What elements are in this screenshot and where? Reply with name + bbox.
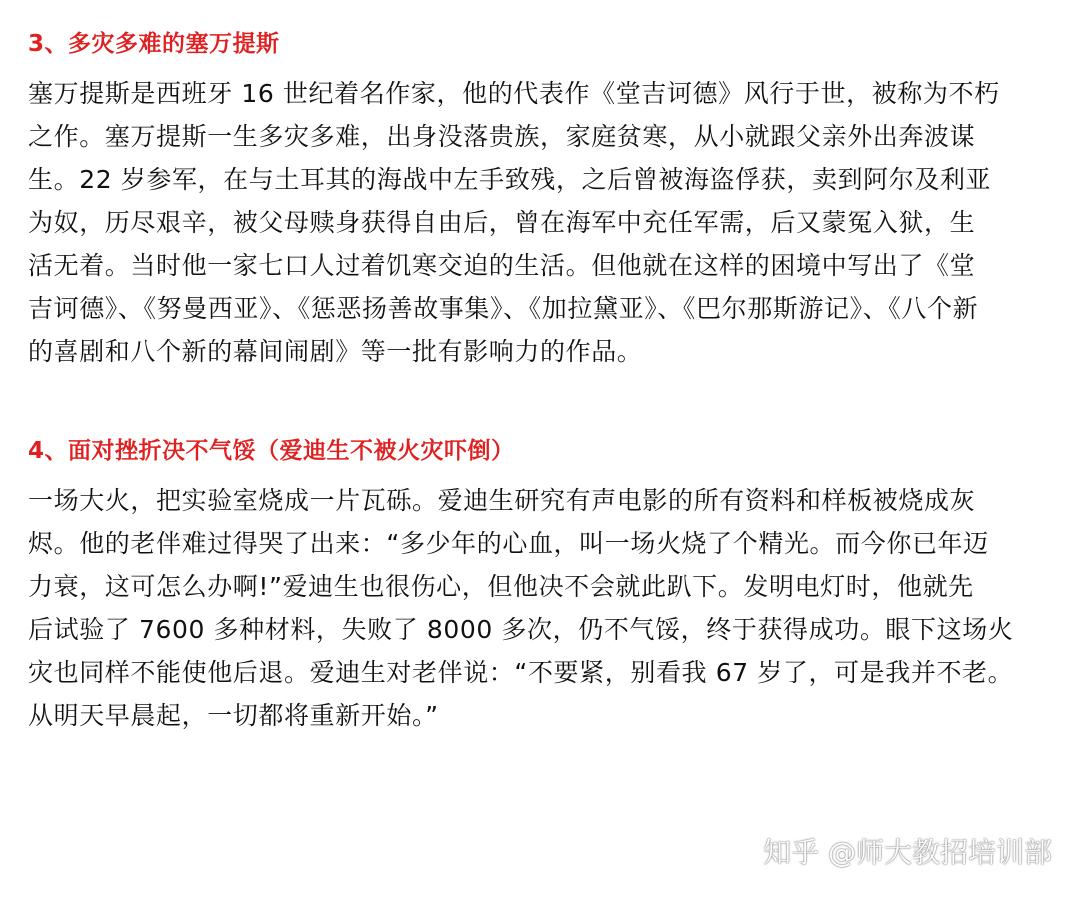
section-edison	[28, 435, 1044, 737]
paragraph-line: 吉诃德》、《努曼西亚》、《惩恶扬善故事集》、《加拉黛亚》、《巴尔那斯游记》、《八个新	[28, 294, 979, 323]
paragraph-line: 生。22 岁参军，在与土耳其的海战中左手致残，之后曾被海盗俘获，卖到阿尔及利亚	[28, 165, 992, 194]
paragraph-line: 力衰，这可怎么办啊!”爱迪生也很伤心，但他决不会就此趴下。发明电灯时，他就先	[28, 572, 974, 601]
paragraph-line: 后试验了 7600 多种材料，失败了 8000 多次，仍不气馁，终于获得成功。眼下这场火	[28, 615, 1014, 644]
paragraph-line: 的喜剧和八个新的幕间闹剧》等一批有影响力的作品。	[28, 337, 643, 366]
section-cervantes	[28, 28, 1044, 373]
paragraph-line: 活无着。当时他一家七口人过着饥寒交迫的生活。但他就在这样的困境中写出了《堂	[28, 251, 976, 280]
paragraph-line: 之作。塞万提斯一生多灾多难，出身没落贵族，家庭贫寒，从小就跟父亲外出奔波谋	[28, 122, 976, 151]
paragraph-line: 塞万提斯是西班牙 16 世纪着名作家，他的代表作《堂吉诃德》风行于世，被称为不朽	[28, 79, 1000, 108]
paragraph-line: 从明天早晨起，一切都将重新开始。”	[28, 701, 439, 730]
watermark-text: 知乎 @师大教招培训部	[763, 836, 1052, 869]
paragraph-line: 一场大火，把实验室烧成一片瓦砾。爱迪生研究有声电影的所有资料和样板被烧成灰	[28, 486, 976, 515]
section-paragraph	[28, 72, 1044, 373]
section-paragraph	[28, 479, 1044, 737]
paragraph-line: 为奴，历尽艰辛，被父母赎身获得自由后，曾在海军中充任军需，后又蒙冤入狱，生	[28, 208, 976, 237]
paragraph-line: 灾也同样不能使他后退。爱迪生对老伴说：“不要紧，别看我 67 岁了，可是我并不老。	[28, 658, 1014, 687]
zhihu-watermark	[763, 835, 1052, 871]
section-heading: 4、面对挫折决不气馁（爱迪生不被火灾吓倒）	[28, 438, 515, 464]
paragraph-line: 烬。他的老伴难过得哭了出来：“多少年的心血，叫一场火烧了个精光。而今你已年迈	[28, 529, 989, 558]
section-heading: 3、多灾多难的塞万提斯	[28, 31, 280, 57]
